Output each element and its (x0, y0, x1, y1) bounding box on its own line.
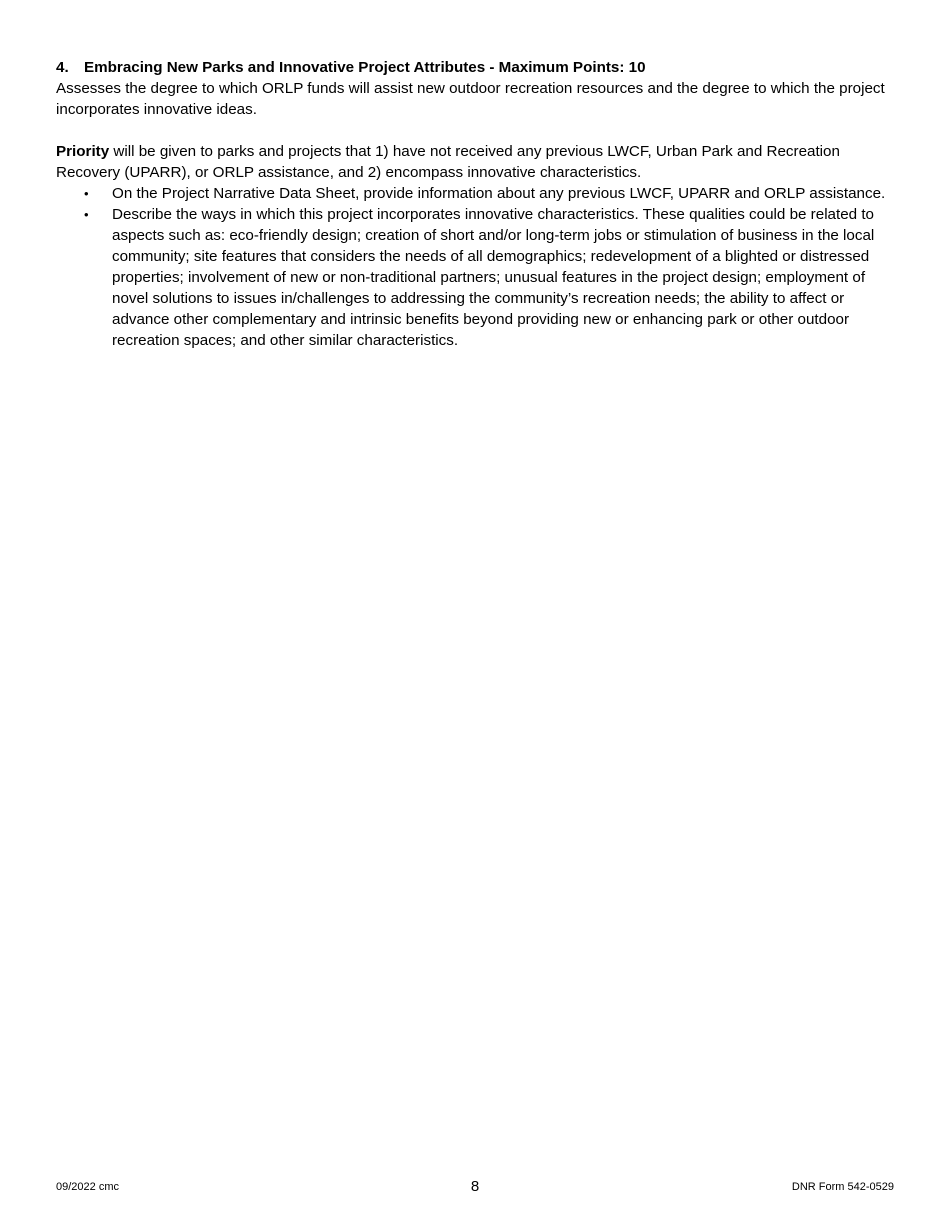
form-number: DNR Form 542-0529 (791, 1181, 894, 1193)
bullet-list (56, 183, 896, 351)
page-footer (0, 1178, 950, 1198)
priority-text: will be given to parks and projects that 1) have not received any previous LWCF, Urban Park and Recreation Recovery (UPARR), or ORLP assistance, and 2) encompass innovative characteristics. (56, 143, 840, 181)
footer-date: 09/2022 cmc (56, 1181, 119, 1193)
document-body (56, 57, 896, 351)
bullet-icon: • (84, 186, 89, 201)
paragraph-spacer (56, 120, 896, 141)
list-item-text: Describe the ways in which this project incorporates innovative characteristics. These qualities could be related to aspects such as: eco-friendly design; creation of short and/or long-term jobs or stimulation of business in the local community; site features that considers the needs of all demographics; redevelopment of a blighted or distressed properties; involvement of new or non-traditional partners; unusual features in the project design; employment of novel solutions to issues in/challenges to addressing the community’s recreation needs; the ability to affect or advance other complementary and intrinsic benefits beyond providing new or enhancing park or other outdoor recreation spaces; and other similar characteristics. (112, 206, 875, 349)
list-item (56, 204, 896, 351)
section-title: Embracing New Parks and Innovative Project Attributes - Maximum Points: 10 (84, 59, 646, 76)
section-heading (56, 57, 896, 78)
section-description: Assesses the degree to which ORLP funds will assist new outdoor recreation resources and the degree to which the project incorporates innovative ideas. (56, 80, 885, 118)
list-item-text: On the Project Narrative Data Sheet, provide information about any previous LWCF, UPARR and ORLP assistance. (112, 185, 886, 202)
section-number: 4. (56, 59, 69, 76)
priority-label: Priority (56, 143, 110, 160)
bullet-icon: • (84, 207, 89, 222)
page-number: 8 (470, 1178, 480, 1195)
list-item (56, 183, 896, 204)
priority-paragraph (56, 141, 896, 183)
